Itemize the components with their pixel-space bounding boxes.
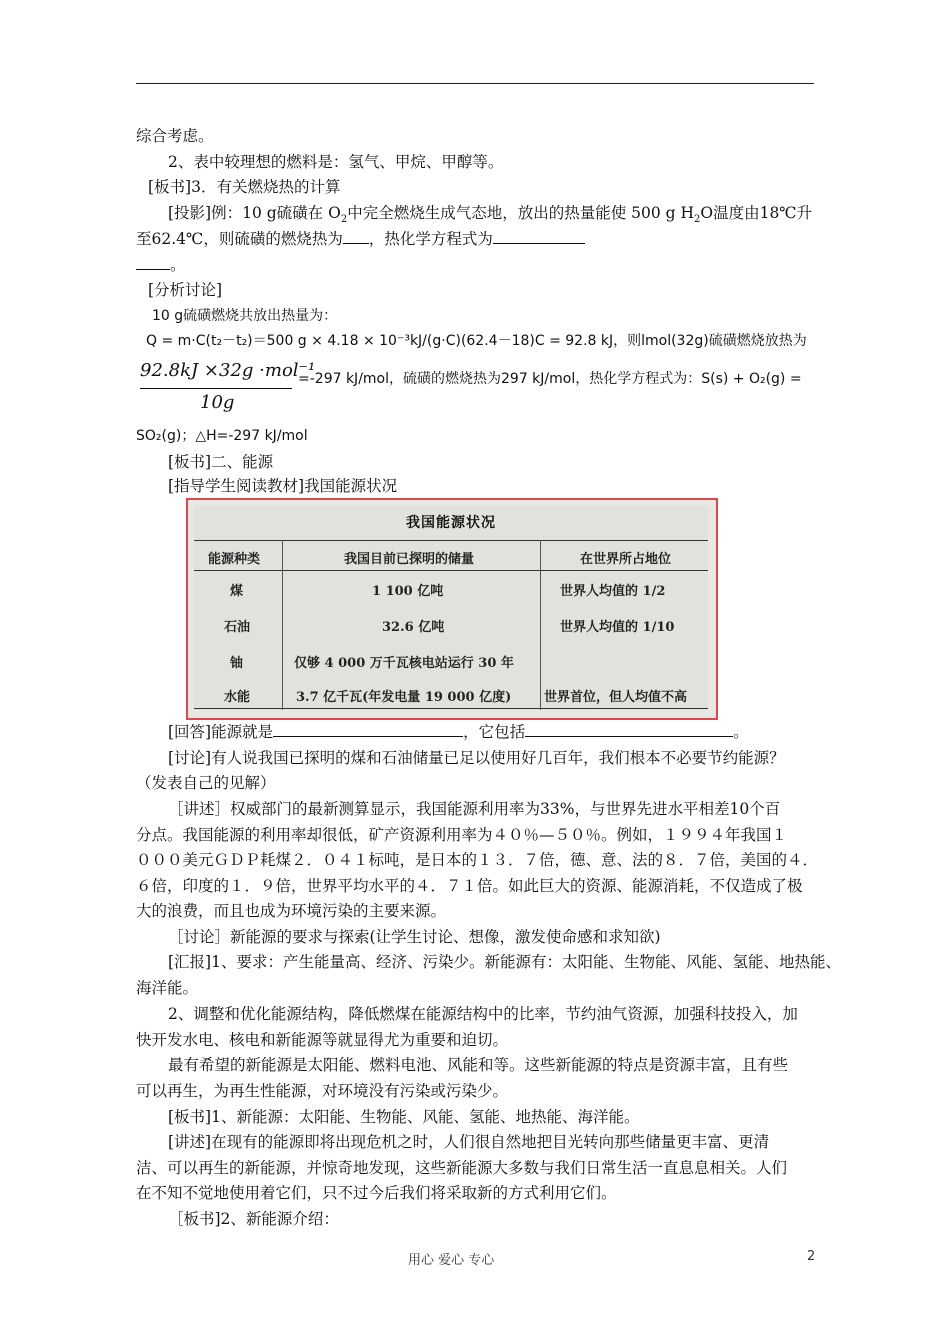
answer-line: [回答]能源就是 ，它包括 。 [168, 723, 749, 741]
text-line: [讨论]有人说我国已探明的煤和石油储量已足以使用好几百年，我们根本不必要节约能源？ [168, 749, 785, 767]
text-line: [讲述]在现有的能源即将出现危机之时，人们很自然地把目光转向那些储量更丰富、更清 [168, 1133, 770, 1151]
table-divider [540, 540, 541, 710]
table-cell: 32.6 亿吨 [382, 620, 445, 635]
table-header: 我国目前已探明的储量 [344, 552, 475, 567]
table-cell: 煤 [230, 584, 244, 599]
table-cell: 世界人均值的 1/10 [560, 620, 675, 635]
table-cell: 仅够 4 000 万千瓦核电站运行 30 年 [294, 656, 514, 671]
text-line: 2、表中较理想的燃料是：氢气、甲烷、甲醇等。 [168, 153, 504, 171]
text-line: 大的浪费，而且也成为环境污染的主要来源。 [136, 902, 447, 920]
text-line: 可以再生，为再生性能源，对环境没有污染或污染少。 [136, 1082, 509, 1100]
table-rule [194, 708, 708, 709]
table-cell: 铀 [230, 656, 244, 671]
text-line: ６倍，印度的１．９倍，世界平均水平的４．７１倍。如此巨大的资源、能源消耗，不仅造成了极 [136, 877, 803, 895]
formula-line: SO₂(g)；△H=-297 kJ/mol [136, 428, 308, 444]
example-line-2: 至62.4℃，则硫磺的燃烧热为 ，热化学方程式为 [136, 228, 585, 250]
answer-blank[interactable] [273, 722, 463, 737]
table-header: 能源种类 [208, 552, 261, 567]
text-line: ［板书]2、新能源介绍： [168, 1210, 339, 1228]
page-number: 2 [807, 1249, 816, 1264]
text-line: （发表自己的见解） [136, 774, 276, 792]
text-line: ［讨论］新能源的要求与探索(让学生讨论、想像，激发使命感和求知欲) [168, 928, 661, 946]
table-title: 我国能源状况 [406, 515, 496, 531]
text-line: 2、调整和优化能源结构，降低燃煤在能源结构中的比率，节约油气资源，加强科技投入，加 [168, 1005, 798, 1023]
fraction-numerator: 92.8kJ ×32g ·mol⁻¹ [140, 360, 316, 381]
text-line: 海洋能。 [136, 979, 199, 997]
header-rule [136, 83, 814, 84]
formula-line: =-297 kJ/mol，硫磺的燃烧热为297 kJ/mol，热化学方程式为：S(s) + O₂(g) = [298, 371, 802, 387]
table-cell: 石油 [224, 620, 251, 635]
table-cell: 世界首位，但人均值不高 [544, 690, 688, 705]
text-line: [汇报]1、要求：产生能量高、经济、污染少。新能源有：太阳能、生物能、风能、氢能、地热能、 [168, 953, 841, 971]
table-cell: 世界人均值的 1/2 [560, 584, 666, 599]
formula-line: Q = m·C(t₂－t₂)＝500 g × 4.18 × 10⁻³kJ/(g·C)(62.4－18)C = 92.8 kJ，则lmol(32g)硫磺燃烧放热为 [146, 333, 807, 349]
table-rule [194, 570, 708, 571]
energy-table-image [186, 498, 718, 720]
fraction-bar [140, 388, 292, 389]
table-header: 在世界所占地位 [580, 552, 672, 567]
text-line: 快开发水电、核电和新能源等就显得尤为重要和迫切。 [136, 1031, 509, 1049]
text-line: 洁、可以再生的新能源，并惊奇地发现，这些新能源大多数与我们日常生活一直息息相关。人们 [136, 1159, 788, 1177]
text-line: [分析讨论] [148, 281, 223, 299]
text-line: [指导学生阅读教材]我国能源状况 [168, 477, 398, 495]
text-line: 在不知不觉地使用着它们，只不过今后我们将采取新的方式利用它们。 [136, 1184, 617, 1202]
text-line: [板书]1、新能源：太阳能、生物能、风能、氢能、地热能、海洋能。 [168, 1108, 640, 1126]
table-cell: 1 100 亿吨 [372, 584, 444, 599]
table-rule [194, 540, 708, 541]
text-line: 10 g硫磺燃烧共放出热量为： [152, 308, 338, 324]
footer-motto: 用心 爱心 专心 [408, 1253, 495, 1268]
example-line: [投影]例：10 g硫磺在 $O_2$中完全燃烧生成气态地，放出的热量能使 500 g $H_2O$温度由18℃升 [168, 204, 813, 226]
text-line: ［讲述］权威部门的最新测算显示，我国能源利用率为33%，与世界先进水平相差10个百 [168, 800, 781, 818]
text-line: ０００美元ＧＤＰ耗煤２．０４１标吨，是日本的１３．７倍，德、意、法的８．７倍，美国的４． [136, 851, 819, 869]
table-divider [282, 540, 283, 710]
text-line: 分点。我国能源的利用率却很低，矿产资源利用率为４０％—５０％。例如，１９９４年我国１ [136, 826, 788, 844]
text-line: [板书]3．有关燃烧热的计算 [148, 178, 341, 196]
answer-blank[interactable] [136, 255, 170, 270]
answer-blank[interactable] [525, 722, 733, 737]
fraction-denominator: 10g [200, 392, 235, 413]
answer-blank[interactable] [343, 229, 369, 244]
text-line: 综合考虑。 [136, 127, 214, 145]
text-line: 最有希望的新能源是太阳能、燃料电池、风能和等。这些新能源的特点是资源丰富，且有些 [168, 1056, 789, 1074]
text-line: [板书]二、能源 [168, 453, 274, 471]
energy-table [194, 506, 708, 710]
answer-blank[interactable] [493, 229, 585, 244]
table-cell: 水能 [224, 690, 251, 705]
table-cell: 3.7 亿千瓦(年发电量 19 000 亿度) [296, 690, 512, 705]
example-line-3: 。 [136, 254, 186, 276]
